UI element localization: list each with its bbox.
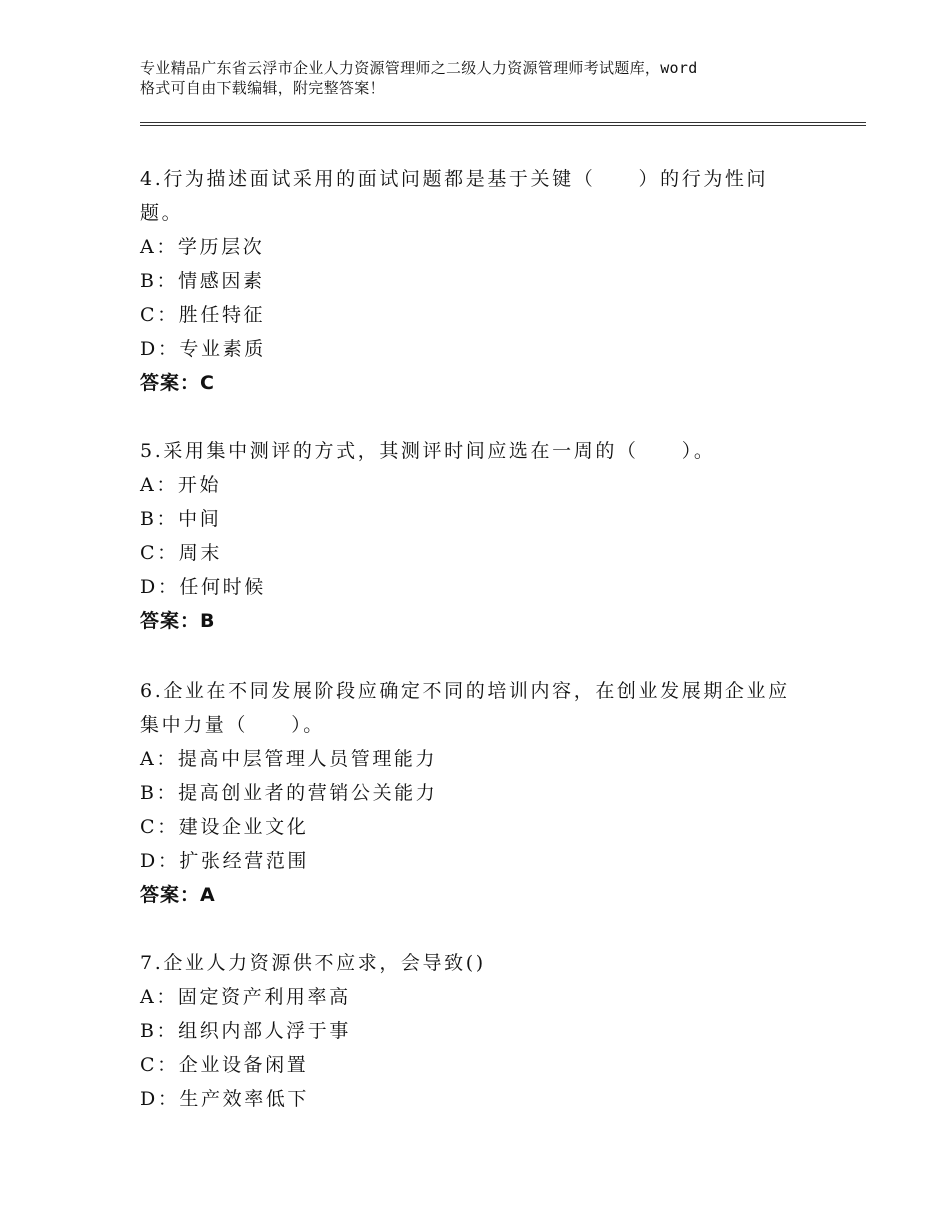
- option-d: D：生产效率低下: [140, 1088, 310, 1110]
- answer: 答案：A: [140, 884, 216, 906]
- option-a: A：固定资产利用率高: [140, 986, 351, 1008]
- option-c: C：企业设备闲置: [140, 1054, 309, 1076]
- option-b: B：组织内部人浮于事: [140, 1020, 351, 1042]
- option-d: D：扩张经营范围: [140, 850, 310, 872]
- header-divider-top: [140, 122, 866, 123]
- option-d: D：任何时候: [140, 576, 266, 598]
- option-c: C：建设企业文化: [140, 816, 309, 838]
- option-b: B：情感因素: [140, 270, 265, 292]
- option-b: B：提高创业者的营销公关能力: [140, 782, 438, 804]
- option-b: B：中间: [140, 508, 222, 530]
- option-c: C：胜任特征: [140, 304, 266, 326]
- header-divider-bottom: [140, 125, 866, 126]
- header-line-2: 格式可自由下载编辑，附完整答案！: [140, 79, 385, 97]
- answer: 答案：C: [140, 372, 215, 394]
- question-stem: 4.行为描述面试采用的面试问题都是基于关键（ ）的行为性问题。: [140, 168, 769, 224]
- question-stem: 5.采用集中测评的方式，其测评时间应选在一周的（ ）。: [140, 440, 716, 462]
- question-7: [140, 946, 800, 1116]
- question-6: [140, 674, 800, 912]
- question-4: [140, 162, 800, 400]
- option-a: A：学历层次: [140, 236, 265, 258]
- header-line-1: 专业精品广东省云浮市企业人力资源管理师之二级人力资源管理师考试题库，word: [140, 59, 698, 77]
- document-header: [140, 58, 840, 98]
- answer: 答案：B: [140, 610, 216, 632]
- question-stem: 6.企业在不同发展阶段应确定不同的培训内容，在创业发展期企业应集中力量（ ）。: [140, 680, 790, 736]
- option-a: A：提高中层管理人员管理能力: [140, 748, 438, 770]
- option-a: A：开始: [140, 474, 222, 496]
- question-5: [140, 434, 800, 638]
- option-d: D：专业素质: [140, 338, 266, 360]
- option-c: C：周末: [140, 542, 222, 564]
- question-stem: 7.企业人力资源供不应求，会导致(): [140, 952, 486, 974]
